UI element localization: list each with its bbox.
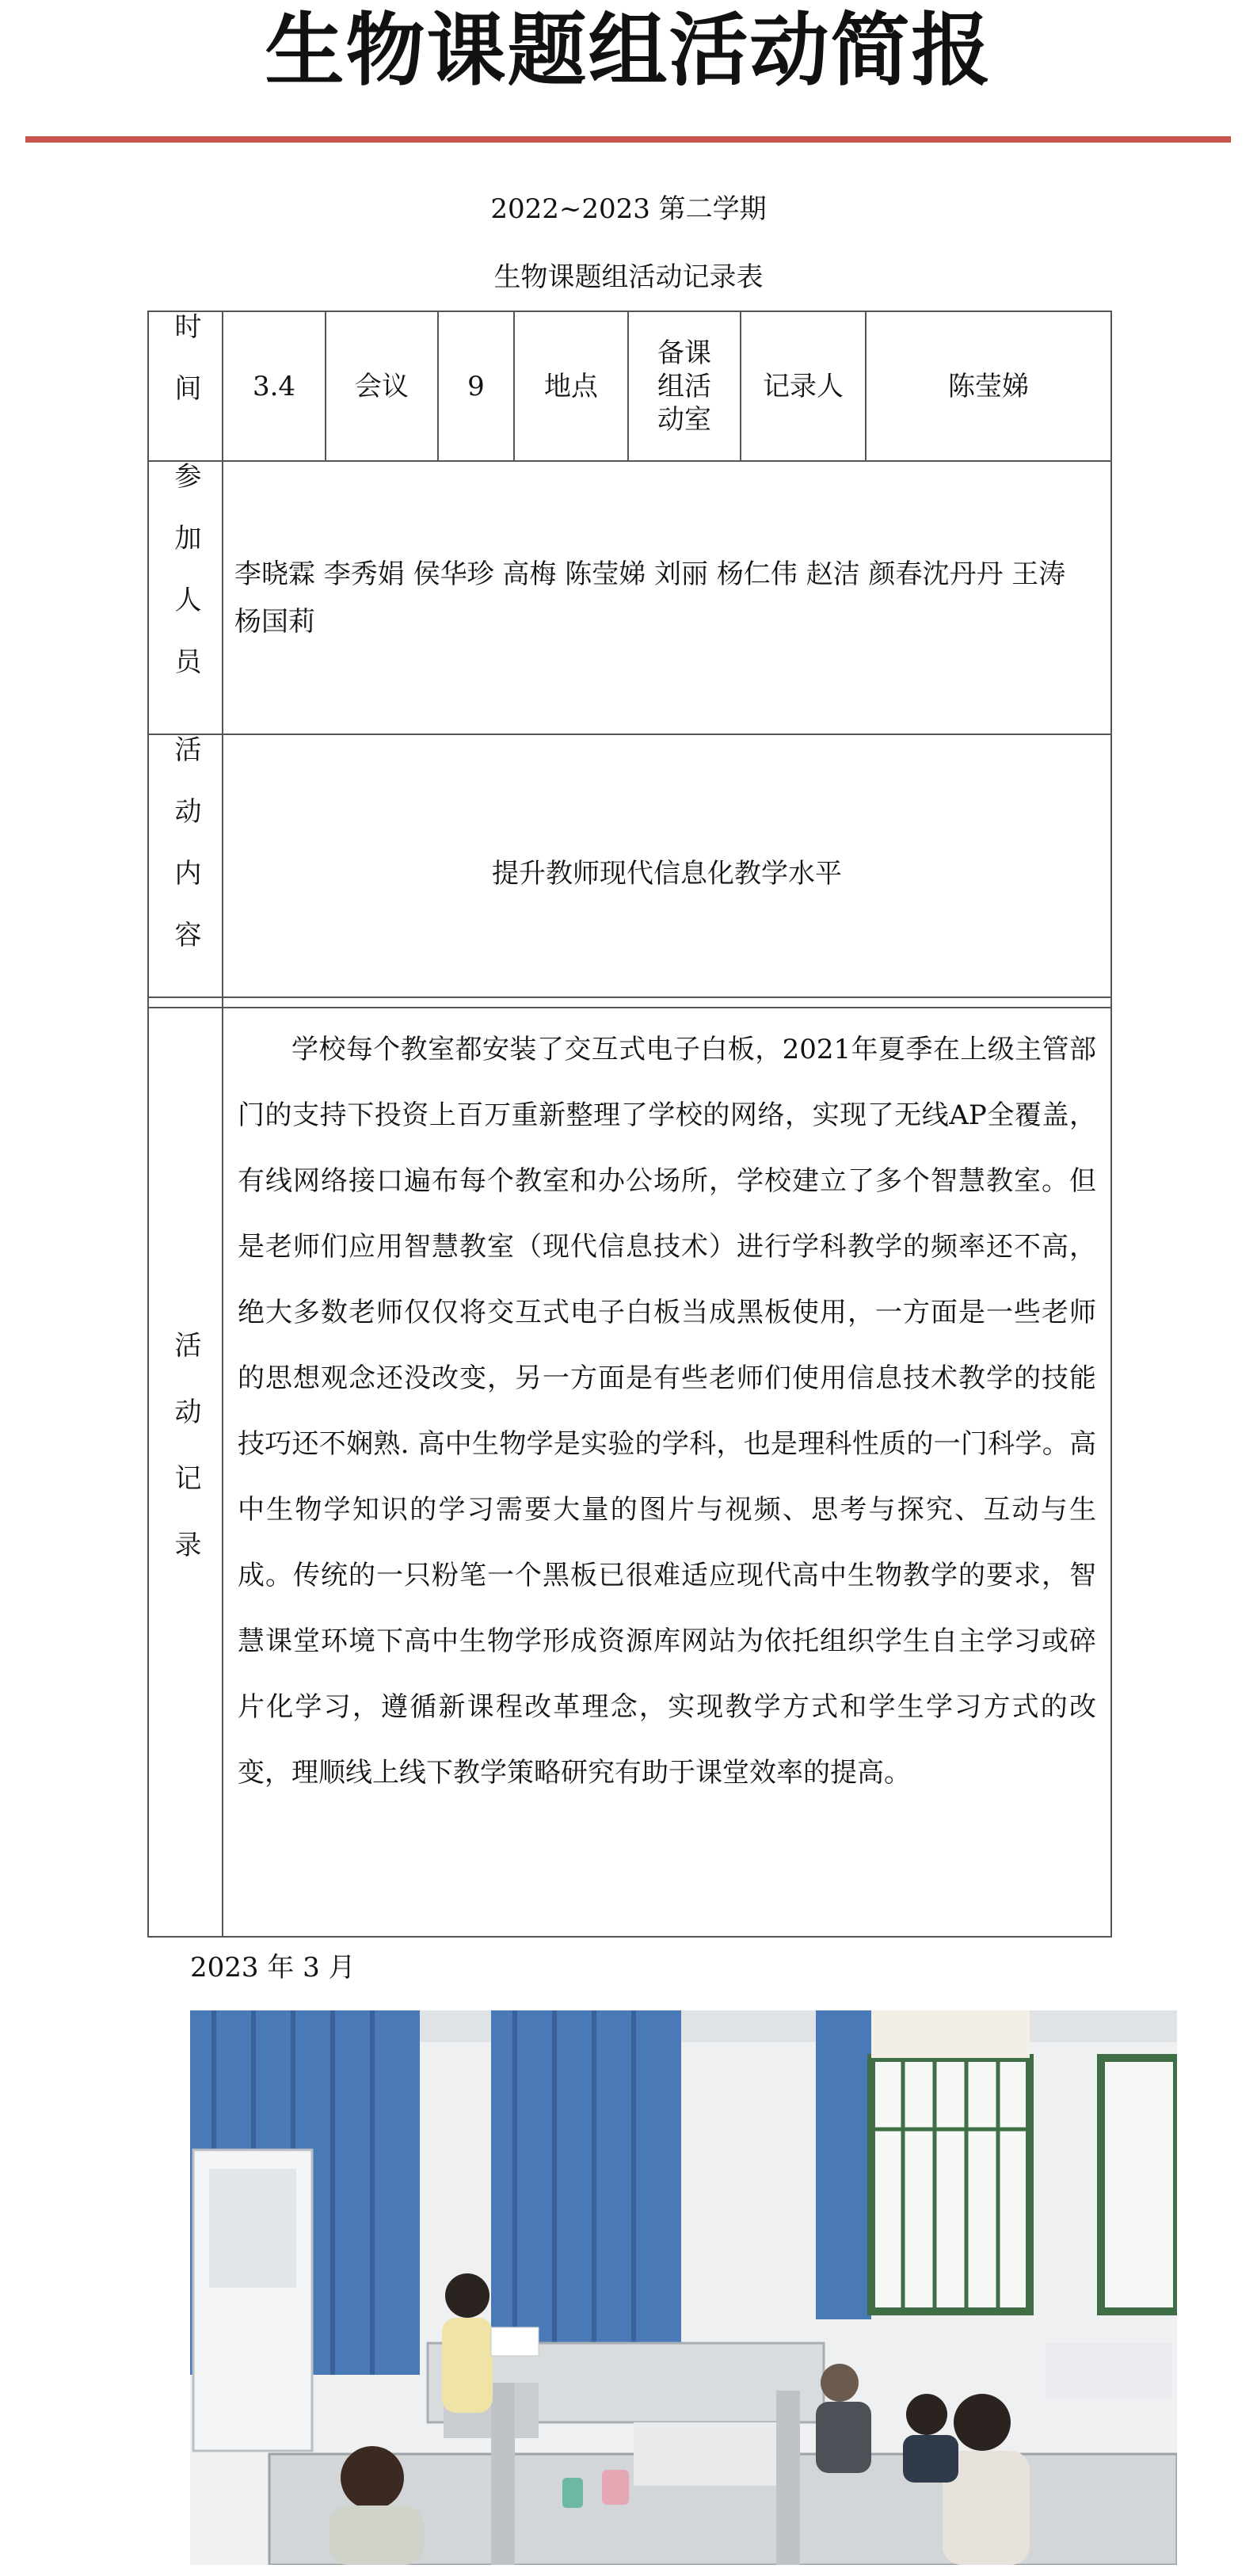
date-cell: 3.4 bbox=[223, 311, 326, 461]
participants-label-cell bbox=[148, 461, 223, 734]
page-title: 生物课题组活动简报 bbox=[265, 4, 992, 97]
curtain-right bbox=[816, 2010, 871, 2319]
desk-cup bbox=[602, 2470, 629, 2505]
meeting-photo bbox=[190, 2010, 1177, 2565]
desk-bottle bbox=[562, 2478, 583, 2508]
curtain-middle bbox=[491, 2010, 681, 2343]
record-paragraph: 学校每个教室都安装了交互式电子白板，2021年夏季在上级主管部门的支持下投资上百万重新整理了学校的网络，实现了无线AP全覆盖，有线网络接口遍布每个教室和办公场所，学校建立了多个智慧教室。但是老师们应用智慧教室（现代信息技术）进行学科教学的频率还不高，绝大多数老师仅仅将交互式电子白板当成黑板使用，一方面是一些老师的思想观念还没改变，另一方面是有些老师们使用信息技术教学的技能技巧还不娴熟. 高中生物学是实验的学科，也是理科性质的一门科学。高中生物学知识的学习需要大量的图片与视频、思考与探究、互动与生成。传统的一只粉笔一个黑板已很难适应现代高中生物教学的要求，智慧课堂环境下高中生物学形成资源库网站为依托组织学生自主学习或碎片化学习，遵循新课程改革理念，实现教学方式和学生学习方式的改变，理顺线上线下教学策略研究有助于课堂效率的提高。 bbox=[238, 1034, 1096, 1789]
recorder-label-cell: 记录人 bbox=[741, 311, 866, 461]
semester-label: 2022~2023 第二学期 bbox=[490, 193, 767, 225]
record-label: 活动记录 bbox=[170, 1330, 201, 1597]
activity-record-table bbox=[147, 996, 1112, 1938]
content-cell: 提升教师现代信息化教学水平 bbox=[223, 734, 1111, 1008]
title-divider bbox=[25, 136, 1231, 143]
content-label-cell bbox=[148, 734, 223, 1008]
table-row-header bbox=[148, 311, 1111, 461]
participants-cell: 李晓霖 李秀娟 侯华珍 高梅 陈莹娣 刘丽 杨仁伟 赵洁 颜春沈丹丹 王涛 杨国莉 bbox=[223, 461, 1111, 734]
record-text-cell bbox=[223, 997, 1111, 1937]
chair-back bbox=[1046, 2343, 1172, 2399]
record-table-title: 生物课题组活动记录表 bbox=[493, 261, 764, 293]
record-label-cell bbox=[148, 997, 223, 1937]
activity-type-cell: 会议 bbox=[326, 311, 438, 461]
number-cell: 9 bbox=[438, 311, 514, 461]
location-label-cell: 地点 bbox=[514, 311, 628, 461]
content-label: 活动内容 bbox=[170, 735, 201, 982]
window-right bbox=[871, 2010, 1177, 2311]
meeting-photo-illustration bbox=[190, 2010, 1177, 2565]
participants-label: 参加人员 bbox=[170, 462, 201, 709]
recorder-cell: 陈莹娣 bbox=[866, 311, 1111, 461]
date-line: 2023 年 3 月 bbox=[190, 1952, 356, 1983]
time-label: 时间 bbox=[170, 312, 201, 436]
time-label-cell bbox=[148, 311, 223, 461]
location-cell: 备课组活动室 bbox=[628, 311, 741, 461]
table-row-record bbox=[148, 997, 1111, 1937]
activity-info-table bbox=[147, 311, 1112, 1008]
air-conditioner bbox=[193, 2150, 312, 2451]
table-row-participants bbox=[148, 461, 1111, 734]
table-row-content bbox=[148, 734, 1111, 1008]
